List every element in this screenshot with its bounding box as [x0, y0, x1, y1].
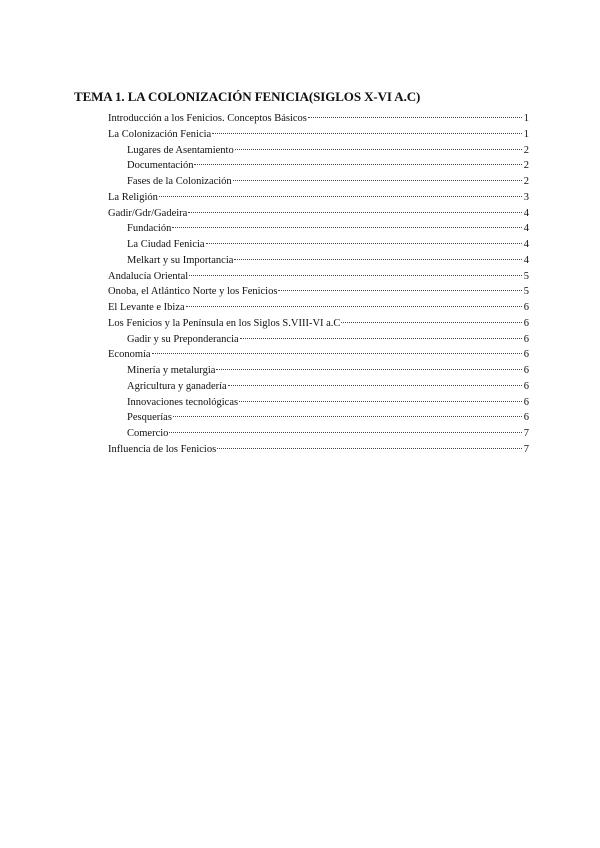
- toc-entry[interactable]: [108, 442, 529, 458]
- toc-subentry[interactable]: [108, 395, 529, 411]
- toc-leader-dots: [186, 306, 522, 307]
- toc-entry-page: 6: [523, 396, 529, 408]
- toc-leader-dots: [189, 275, 522, 276]
- table-of-contents: [108, 111, 529, 458]
- toc-entry[interactable]: [108, 300, 529, 316]
- toc-leader-dots: [278, 290, 522, 291]
- toc-entry-text: El Levante e Ibiza: [108, 302, 185, 313]
- toc-entry-page: 6: [523, 412, 529, 424]
- toc-leader-dots: [234, 259, 522, 260]
- toc-leader-dots: [235, 149, 522, 150]
- toc-entry-page: 6: [523, 365, 529, 376]
- toc-entry-text: Innovaciones tecnológicas: [127, 396, 239, 408]
- toc-subentry[interactable]: [108, 158, 529, 174]
- toc-leader-dots: [233, 180, 522, 181]
- toc-leader-dots: [228, 385, 522, 386]
- toc-leader-dots: [188, 212, 522, 213]
- toc-subentry[interactable]: [108, 143, 529, 159]
- toc-entry-page: 2: [523, 176, 529, 187]
- toc-subentry[interactable]: [108, 221, 529, 237]
- toc-entry-text: Economía: [108, 349, 151, 361]
- toc-entry[interactable]: [108, 269, 529, 285]
- toc-entry-page: 3: [523, 191, 529, 203]
- toc-entry-page: 1: [523, 128, 529, 140]
- toc-subentry[interactable]: [108, 379, 529, 395]
- toc-leader-dots: [159, 196, 522, 197]
- toc-entry-text: Los Fenicios y la Península en los Siglos S.VIII-VI a.C: [108, 317, 341, 329]
- toc-subentry[interactable]: [108, 253, 529, 269]
- toc-entry-text: Fundación: [127, 223, 172, 235]
- toc-entry-page: 5: [523, 286, 529, 298]
- toc-entry-page: 7: [523, 428, 529, 439]
- toc-leader-dots: [206, 243, 522, 244]
- toc-leader-dots: [173, 416, 522, 417]
- toc-entry-text: Fases de la Colonización: [127, 176, 232, 187]
- toc-entry-text: Melkart y su Importancia: [127, 254, 234, 266]
- toc-entry[interactable]: [108, 347, 529, 363]
- toc-entry-page: 2: [523, 160, 529, 172]
- toc-entry[interactable]: [108, 127, 529, 143]
- toc-entry-text: La Colonización Fenicia: [108, 128, 212, 140]
- toc-subentry[interactable]: [108, 410, 529, 426]
- toc-leader-dots: [216, 369, 522, 370]
- toc-entry-text: Influencia de los Fenicios: [108, 443, 217, 455]
- toc-entry[interactable]: [108, 284, 529, 300]
- toc-entry-text: Agricultura y ganadería: [127, 380, 227, 392]
- toc-entry-page: 6: [523, 380, 529, 392]
- toc-entry-page: 5: [523, 270, 529, 282]
- toc-entry-text: Andalucía Oriental: [108, 270, 189, 282]
- toc-entry-page: 4: [523, 254, 529, 266]
- toc-entry[interactable]: [108, 190, 529, 206]
- toc-leader-dots: [212, 133, 522, 134]
- toc-entry-text: La Ciudad Fenicia: [127, 239, 205, 250]
- toc-entry-text: Gadir/Gdr/Gadeira: [108, 207, 188, 219]
- toc-entry-text: Pesquerías: [127, 412, 172, 424]
- toc-leader-dots: [172, 227, 522, 228]
- toc-entry-page: 6: [523, 317, 529, 329]
- toc-entry-page: 4: [523, 239, 529, 250]
- toc-subentry[interactable]: [108, 332, 529, 348]
- toc-subentry[interactable]: [108, 363, 529, 379]
- toc-subentry[interactable]: [108, 426, 529, 442]
- toc-entry-page: 4: [523, 207, 529, 219]
- toc-entry-text: Introducción a los Fenicios. Conceptos Básicos: [108, 113, 307, 124]
- toc-entry-text: Onoba, el Atlántico Norte y los Fenicios: [108, 286, 278, 298]
- toc-leader-dots: [194, 164, 522, 165]
- toc-entry-page: 2: [523, 144, 529, 156]
- toc-entry[interactable]: [108, 316, 529, 332]
- toc-entry[interactable]: [108, 111, 529, 127]
- toc-entry-page: 6: [523, 349, 529, 361]
- toc-leader-dots: [308, 117, 522, 118]
- toc-leader-dots: [239, 401, 522, 402]
- toc-entry-text: Documentación: [127, 160, 194, 172]
- toc-entry-page: 1: [523, 113, 529, 124]
- toc-entry-text: Lugares de Asentamiento: [127, 144, 234, 156]
- toc-leader-dots: [169, 432, 522, 433]
- toc-entry-text: La Religión: [108, 191, 158, 203]
- toc-entry-page: 6: [523, 333, 529, 345]
- toc-subentry[interactable]: [108, 237, 529, 253]
- page-title: TEMA 1. LA COLONIZACIÓN FENICIA(SIGLOS X-VI A.C): [74, 89, 421, 104]
- toc-entry[interactable]: [108, 206, 529, 222]
- toc-entry-text: Comercio: [127, 428, 169, 439]
- toc-entry-text: Gadir y su Preponderancia: [127, 333, 239, 345]
- toc-leader-dots: [240, 338, 522, 339]
- toc-entry-page: 6: [523, 302, 529, 313]
- toc-leader-dots: [152, 353, 522, 354]
- toc-entry-page: 7: [523, 443, 529, 455]
- toc-entry-text: Minería y metalurgia: [127, 365, 216, 376]
- toc-entry-page: 4: [523, 223, 529, 235]
- toc-leader-dots: [341, 322, 522, 323]
- toc-subentry[interactable]: [108, 174, 529, 190]
- toc-leader-dots: [217, 448, 522, 449]
